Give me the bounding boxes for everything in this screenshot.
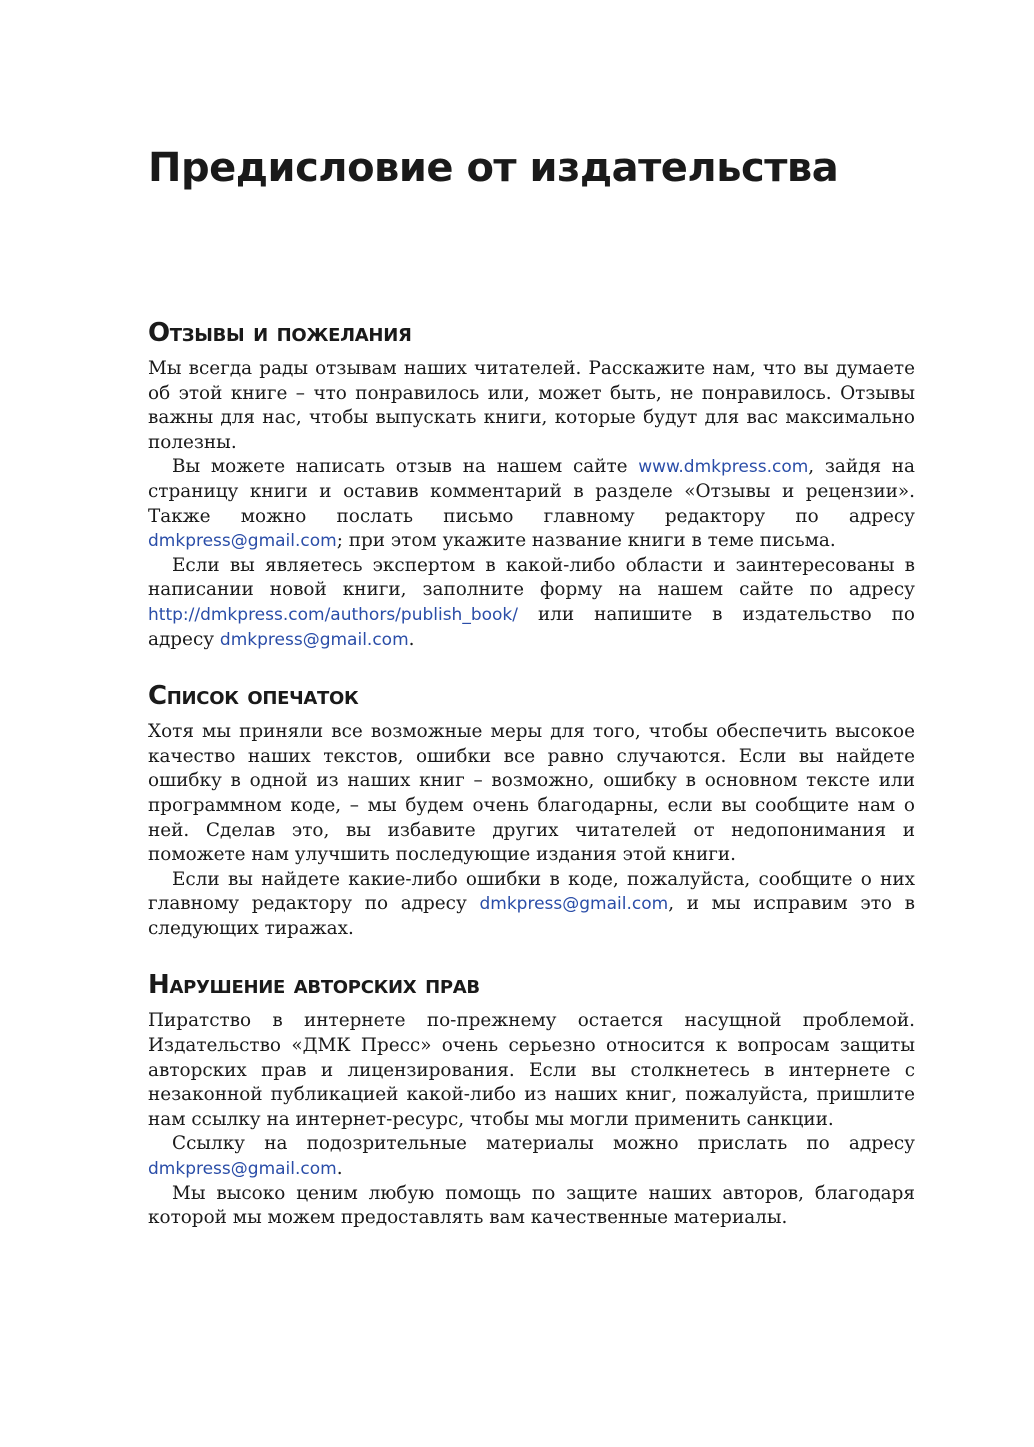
email-link[interactable]: dmkpress@gmail.com — [148, 531, 337, 552]
section-feedback — [148, 315, 915, 652]
section-title-errata: Список опечаток — [148, 681, 359, 712]
paragraph-text: Пиратство в интернете по-прежнему остается насущной проблемой. Издательство «ДМК Пресс» очень серьезно относится к вопросам защиты авторских прав и лицензирования. Если вы столкнетесь в интернете с незаконной публикацией какой-либо из наших книг, пожалуйста, пришлите нам ссылку на интернет-ресурс, чтобы мы могли применить санкции. — [148, 1010, 915, 1130]
chapter-title: Предисловие от издательства — [148, 145, 839, 191]
section-piracy — [148, 967, 915, 1230]
email-link[interactable]: dmkpress@gmail.com — [148, 1159, 337, 1180]
paragraph-text: Мы всегда рады отзывам наших читателей. Расскажите нам, что вы думаете об этой книге – что понравилось или, может быть, не понравилось. Отзывы важны для нас, чтобы выпускать книги, которые будут для вас максимально полезны. — [148, 358, 915, 453]
paragraph-text: Ссылку на подозрительные материалы можно прислать по адресу — [172, 1133, 915, 1155]
section-errata — [148, 678, 915, 941]
page — [148, 138, 915, 1231]
paragraph — [148, 1182, 915, 1231]
paragraph-text: Мы высоко ценим любую помощь по защите наших авторов, благодаря которой мы можем предоставлять вам качественные материалы. — [148, 1182, 915, 1229]
email-link[interactable]: dmkpress@gmail.com — [219, 629, 409, 650]
paragraph-text: , и мы исправим это в следующих тиражах. — [148, 893, 915, 939]
paragraph-text: Если вы являетесь экспертом в какой-либо области и заинтересованы в написании новой книги, заполните форму на нашем сайте по адресу — [148, 554, 915, 601]
paragraph-text: или напишите в издательство по адресу — [148, 603, 915, 650]
paragraph — [148, 455, 915, 553]
email-link[interactable]: dmkpress@gmail.com — [479, 894, 669, 915]
publish-book-link[interactable]: http://dmkpress.com/authors/publish_book/ — [148, 604, 518, 625]
paragraph-text: Если вы найдете какие-либо ошибки в коде, пожалуйста, сообщите о них главному редактору по адресу — [148, 868, 915, 915]
section-title-piracy: Нарушение авторских прав — [148, 970, 480, 1001]
paragraph-text: . — [408, 628, 415, 650]
section-title-feedback: Отзывы и пожелания — [148, 318, 412, 348]
paragraph — [148, 1132, 915, 1181]
paragraph-text: ; при этом укажите название книги в теме письма. — [336, 530, 836, 552]
website-link[interactable]: www.dmkpress.com — [638, 457, 809, 478]
paragraph — [148, 868, 915, 942]
paragraph — [148, 720, 915, 868]
paragraph-text: , зайдя на страницу книги и оставив комментарий в разделе «Отзывы и рецензии». Также можно послать письмо главному редактору по адресу — [148, 456, 915, 527]
paragraph — [148, 554, 915, 652]
paragraph-text: Вы можете написать отзыв на нашем сайте — [172, 456, 639, 478]
paragraph-text: . — [336, 1158, 343, 1180]
paragraph-text: Хотя мы приняли все возможные меры для того, чтобы обеспечить высокое качество наших текстов, ошибки все равно случаются. Если вы найдете ошибку в одной из наших книг – возможно, ошибку в основном тексте или программном коде, – мы будем очень благодарны, если вы сообщите нам о ней. Сделав это, вы избавите других читателей от недопонимания и поможете нам улучшить последующие издания этой книги. — [148, 721, 915, 866]
paragraph — [148, 1009, 915, 1132]
paragraph — [148, 357, 915, 455]
